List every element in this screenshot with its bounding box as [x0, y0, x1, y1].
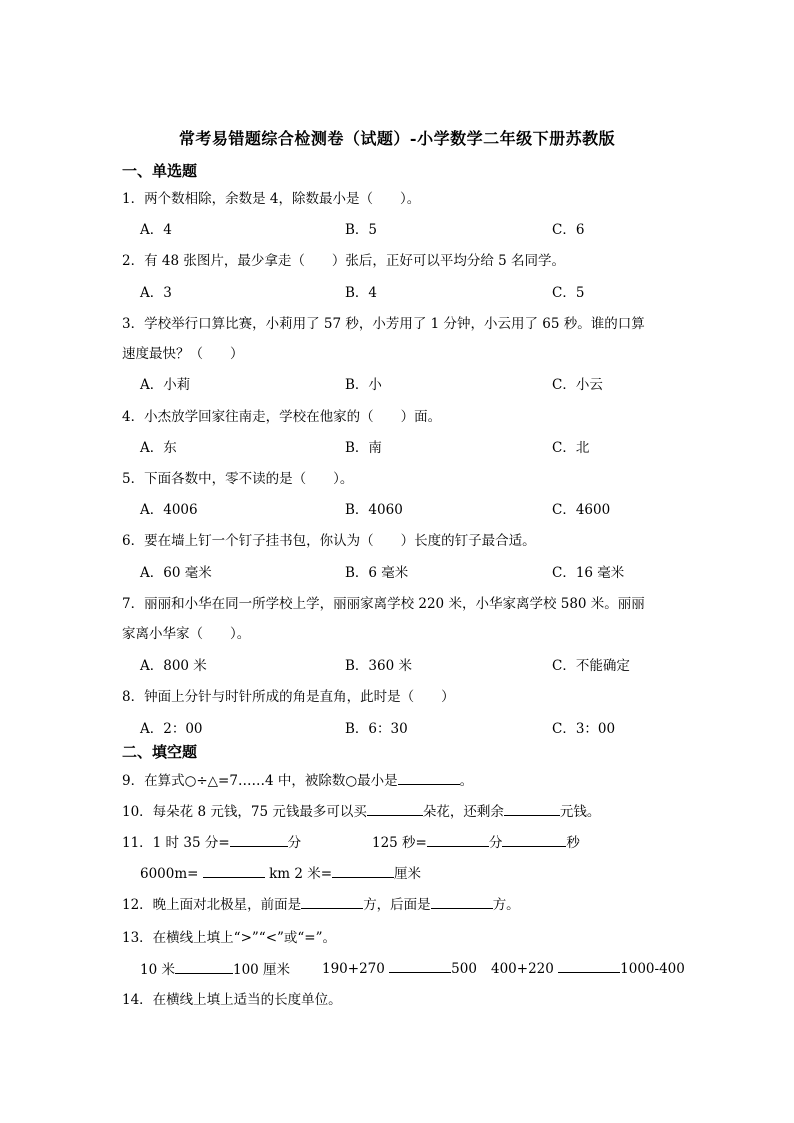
q13-b-left: 190+270 [322, 961, 385, 977]
q11-text-7: km 2 米= [269, 866, 333, 882]
q5-option-b: B．4060 [345, 502, 403, 518]
q6-option-a: A．60 毫米 [140, 565, 212, 581]
q4-option-b: B．南 [345, 440, 382, 456]
q4-option-a: A．东 [140, 440, 177, 456]
q7-option-c: C．不能确定 [552, 658, 630, 674]
q12-blank-front[interactable] [301, 894, 363, 909]
question-11-row-1-part-2 [372, 831, 580, 851]
q3-option-b: B．小 [345, 377, 382, 393]
question-11-row-1 [122, 831, 301, 851]
q13-compare-3 [491, 958, 685, 977]
q8-option-a: A．2：00 [140, 721, 203, 737]
q9-answer-blank[interactable] [398, 770, 460, 785]
q9-end: 。 [459, 773, 474, 789]
question-3-line-2: 速度最快？（ ） [122, 346, 244, 362]
q11-text-6: 6000m= [140, 866, 199, 882]
question-13: 13．在横线上填上“>”“<”或“=”。 [122, 930, 337, 946]
q11-blank-minutes[interactable] [230, 832, 288, 847]
question-6: 6．要在墙上钉一个钉子挂书包，你认为（ ）长度的钉子最合适。 [122, 533, 536, 549]
q13-b-right: 500 [451, 961, 477, 977]
question-1: 1．两个数相除，余数是 4，除数最小是（ ）。 [122, 191, 421, 207]
q13-blank-b[interactable] [389, 958, 451, 973]
q11-text-1: 11．1 时 35 分= [122, 835, 230, 851]
q11-blank-km[interactable] [203, 863, 265, 878]
question-2: 2．有 48 张图片，最少拿走（ ）张后，正好可以平均分给 5 名同学。 [122, 253, 566, 269]
q8-option-b: B．6：30 [345, 721, 408, 737]
q2-option-a: A．3 [140, 285, 172, 301]
q2-option-b: B．4 [345, 285, 378, 301]
q13-blank-c[interactable] [558, 958, 620, 973]
q3-option-c: C．小云 [552, 377, 603, 393]
q11-blank-cm[interactable] [332, 863, 394, 878]
question-4: 4．小杰放学回家往南走，学校在他家的（ ）面。 [122, 409, 442, 425]
q12-text-2: 方，后面是 [363, 897, 431, 913]
q8-option-c: C．3：00 [552, 721, 616, 737]
question-11-row-2 [140, 862, 421, 882]
question-8: 8．钟面上分针与时针所成的角是直角，此时是（ ） [122, 689, 455, 705]
page-title: 常考易错题综合检测卷（试题）-小学数学二年级下册苏教版 [178, 129, 616, 148]
question-3-line-1: 3．学校举行口算比赛，小莉用了 57 秒，小芳用了 1 分钟，小云用了 65 秒。谁的口算 [122, 316, 645, 332]
q7-option-b: B．360 米 [345, 658, 412, 674]
q1-option-c: C．6 [552, 222, 585, 238]
q1-option-b: B．5 [345, 222, 378, 238]
q10-text-2: 朵花，还剩余 [422, 804, 504, 820]
q3-option-a: A．小莉 [140, 377, 191, 393]
q13-c-left: 400+220 [491, 961, 554, 977]
question-5: 5．下面各数中，零不读的是（ ）。 [122, 471, 354, 487]
q4-option-c: C．北 [552, 440, 590, 456]
q2-option-c: C．5 [552, 285, 585, 301]
q13-blank-a[interactable] [175, 959, 233, 974]
q10-text-3: 元钱。 [559, 804, 601, 820]
question-12 [122, 893, 520, 913]
q1-option-a: A．4 [140, 222, 172, 238]
q13-a-left: 10 米 [140, 962, 175, 978]
q11-text-5: 秒 [566, 835, 580, 851]
question-9 [122, 769, 473, 789]
q13-c-right: 1000-400 [620, 961, 685, 977]
q6-option-c: C．16 毫米 [552, 565, 625, 581]
q5-option-c: C．4600 [552, 502, 611, 518]
q11-text-3: 125 秒= [372, 835, 427, 851]
q11-blank-min-2[interactable] [427, 832, 489, 847]
q13-compare-2 [322, 958, 477, 977]
q10-blank-flowers[interactable] [367, 801, 423, 816]
q11-text-2: 分 [287, 835, 302, 851]
q11-blank-seconds[interactable] [502, 832, 566, 847]
question-14: 14．在横线上填上适当的长度单位。 [122, 992, 342, 1008]
q12-blank-back[interactable] [431, 894, 493, 909]
q6-option-b: B．6 毫米 [345, 565, 409, 581]
q13-compare-1 [140, 958, 290, 978]
q11-text-8: 厘米 [394, 866, 422, 882]
q10-text-1: 10．每朵花 8 元钱，75 元钱最多可以买 [122, 804, 367, 820]
q12-text-3: 方。 [492, 897, 520, 913]
q12-text-1: 12．晚上面对北极星，前面是 [122, 897, 302, 913]
section-heading-fill-in: 二、填空题 [122, 743, 198, 761]
section-heading-single-choice: 一、单选题 [122, 162, 198, 180]
q7-option-a: A．800 米 [140, 658, 207, 674]
question-7-line-2: 家离小华家（ ）。 [122, 626, 251, 642]
q9-text: 9．在算式○÷△=7……4 中，被除数○最小是 [122, 773, 398, 789]
q10-blank-remainder[interactable] [504, 801, 560, 816]
q5-option-a: A．4006 [140, 502, 198, 518]
q13-a-right: 100 厘米 [232, 962, 291, 978]
question-10 [122, 800, 600, 820]
q11-text-4: 分 [488, 835, 503, 851]
question-7-line-1: 7．丽丽和小华在同一所学校上学，丽丽家离学校 220 米，小华家离学校 580 米。丽丽 [122, 596, 645, 612]
